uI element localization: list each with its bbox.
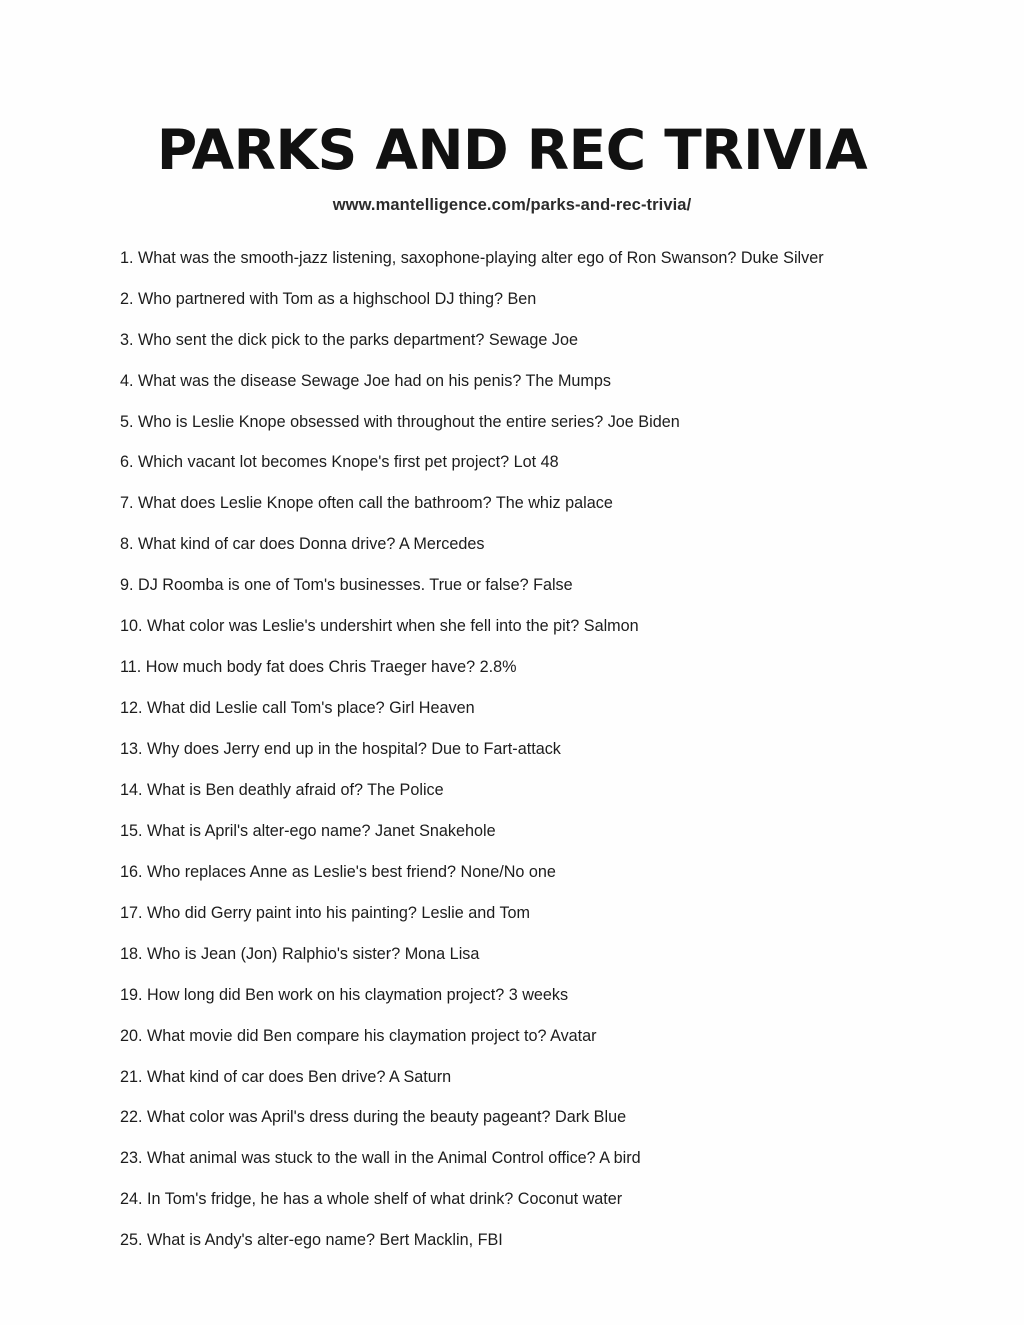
list-item: 14. What is Ben deathly afraid of? The Police bbox=[120, 780, 444, 799]
list-item: 4. What was the disease Sewage Joe had on his penis? The Mumps bbox=[120, 371, 612, 390]
list-item: 6. Which vacant lot becomes Knope's first pet project? Lot 48 bbox=[120, 453, 559, 472]
list-item: 7. What does Leslie Knope often call the bathroom? The whiz palace bbox=[120, 494, 613, 513]
list-item: 19. How long did Ben work on his claymation project? 3 weeks bbox=[120, 985, 569, 1004]
list-item: 15. What is April's alter-ego name? Janet Snakehole bbox=[120, 821, 496, 840]
list-item: 2. Who partnered with Tom as a highschool DJ thing? Ben bbox=[120, 289, 537, 308]
list-item: 11. How much body fat does Chris Traeger have? 2.8% bbox=[120, 658, 517, 677]
list-item: 23. What animal was stuck to the wall in the Animal Control office? A bird bbox=[120, 1149, 641, 1168]
list-item: 5. Who is Leslie Knope obsessed with throughout the entire series? Joe Biden bbox=[120, 412, 680, 431]
list-item: 12. What did Leslie call Tom's place? Girl Heaven bbox=[120, 699, 475, 718]
page-title: PARKS AND REC TRIVIA bbox=[156, 118, 868, 182]
list-item: 16. Who replaces Anne as Leslie's best friend? None/No one bbox=[120, 862, 556, 881]
list-item: 25. What is Andy's alter-ego name? Bert Macklin, FBI bbox=[120, 1231, 503, 1250]
trivia-question-list bbox=[0, 249, 1024, 1251]
list-item: 17. Who did Gerry paint into his painting? Leslie and Tom bbox=[120, 903, 531, 922]
list-item: 10. What color was Leslie's undershirt when she fell into the pit? Salmon bbox=[120, 617, 639, 636]
list-item: 3. Who sent the dick pick to the parks department? Sewage Joe bbox=[120, 330, 579, 349]
list-item: 8. What kind of car does Donna drive? A Mercedes bbox=[120, 535, 485, 554]
list-item: 13. Why does Jerry end up in the hospital? Due to Fart-attack bbox=[120, 740, 561, 758]
list-item: 22. What color was April's dress during the beauty pageant? Dark Blue bbox=[120, 1108, 627, 1127]
list-item: 9. DJ Roomba is one of Tom's businesses. True or false? False bbox=[120, 576, 573, 595]
list-item: 1. What was the smooth-jazz listening, saxophone-playing alter ego of Ron Swanson? Duke Silver bbox=[120, 248, 824, 267]
source-url: www.mantelligence.com/parks-and-rec-trivia/ bbox=[332, 195, 692, 214]
list-item: 24. In Tom's fridge, he has a whole shelf of what drink? Coconut water bbox=[120, 1190, 623, 1209]
list-item: 18. Who is Jean (Jon) Ralphio's sister? Mona Lisa bbox=[120, 944, 480, 963]
list-item: 21. What kind of car does Ben drive? A Saturn bbox=[120, 1067, 452, 1086]
list-item: 20. What movie did Ben compare his claymation project to? Avatar bbox=[120, 1026, 597, 1045]
